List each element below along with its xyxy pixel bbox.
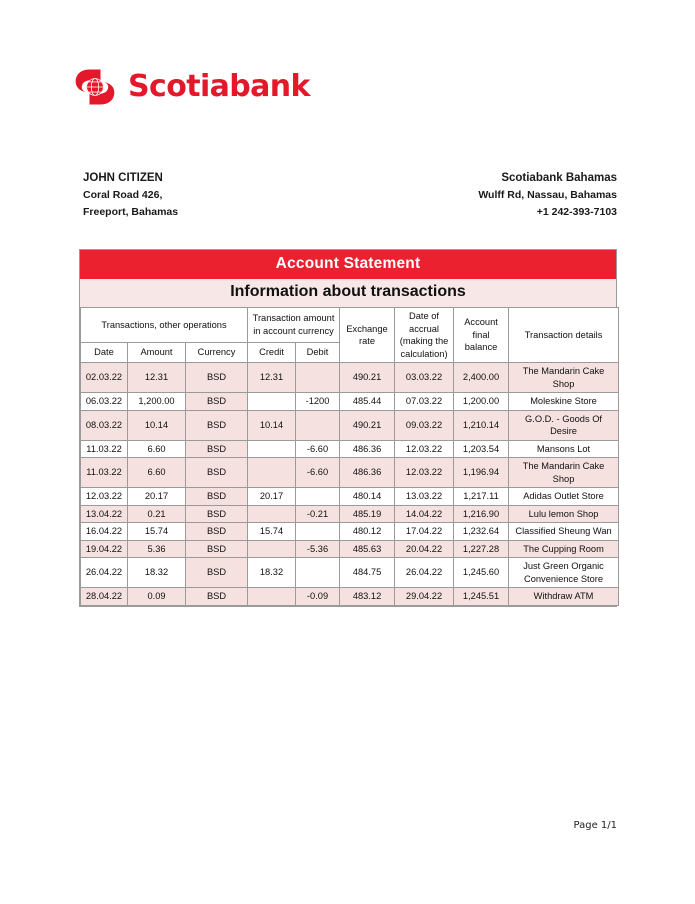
- cell-credit: 12.31: [248, 363, 296, 393]
- cell-amount: 6.60: [128, 440, 186, 458]
- cell-credit: [248, 588, 296, 606]
- table-row: [81, 523, 619, 541]
- cell-currency: BSD: [186, 540, 248, 558]
- table-row: [81, 410, 619, 440]
- table-header-group-row: [81, 308, 619, 343]
- cell-amount: 0.09: [128, 588, 186, 606]
- cell-final-balance: 1,232.64: [454, 523, 509, 541]
- cell-currency: BSD: [186, 488, 248, 506]
- cell-date-of-accrual: 17.04.22: [395, 523, 454, 541]
- cell-transaction-details: G.O.D. - Goods Of Desire: [509, 410, 619, 440]
- cell-date: 26.04.22: [81, 558, 128, 588]
- header-date: Date: [81, 342, 128, 362]
- cell-date: 08.03.22: [81, 410, 128, 440]
- cell-amount: 0.21: [128, 505, 186, 523]
- header-credit: Credit: [248, 342, 296, 362]
- cell-currency: BSD: [186, 410, 248, 440]
- scotiabank-s-globe-icon: [72, 64, 118, 110]
- cell-date-of-accrual: 20.04.22: [395, 540, 454, 558]
- cell-debit: [296, 363, 340, 393]
- cell-debit: -0.21: [296, 505, 340, 523]
- cell-date: 06.03.22: [81, 393, 128, 411]
- cell-credit: [248, 458, 296, 488]
- cell-credit: 10.14: [248, 410, 296, 440]
- cell-amount: 10.14: [128, 410, 186, 440]
- brand-logo: [72, 64, 310, 110]
- cell-date: 28.04.22: [81, 588, 128, 606]
- cell-credit: 20.17: [248, 488, 296, 506]
- cell-transaction-details: Withdraw ATM: [509, 588, 619, 606]
- cell-date: 11.03.22: [81, 458, 128, 488]
- cell-date: 11.03.22: [81, 440, 128, 458]
- cell-currency: BSD: [186, 363, 248, 393]
- cell-final-balance: 1,245.51: [454, 588, 509, 606]
- header-transaction-amount: Transaction amount in account currency: [248, 308, 340, 343]
- cell-final-balance: 2,400.00: [454, 363, 509, 393]
- cell-transaction-details: Just Green Organic Convenience Store: [509, 558, 619, 588]
- cell-transaction-details: Mansons Lot: [509, 440, 619, 458]
- cell-exchange-rate: 486.36: [340, 440, 395, 458]
- cell-final-balance: 1,217.11: [454, 488, 509, 506]
- cell-date-of-accrual: 12.03.22: [395, 458, 454, 488]
- cell-debit: [296, 523, 340, 541]
- cell-date: 02.03.22: [81, 363, 128, 393]
- table-row: [81, 588, 619, 606]
- cell-date: 13.04.22: [81, 505, 128, 523]
- cell-transaction-details: Lulu lemon Shop: [509, 505, 619, 523]
- header-account-final-balance: Account final balance: [454, 308, 509, 363]
- cell-date-of-accrual: 14.04.22: [395, 505, 454, 523]
- header-amount: Amount: [128, 342, 186, 362]
- cell-exchange-rate: 480.12: [340, 523, 395, 541]
- cell-amount: 12.31: [128, 363, 186, 393]
- cell-currency: BSD: [186, 505, 248, 523]
- cell-debit: [296, 410, 340, 440]
- cell-currency: BSD: [186, 588, 248, 606]
- statement-panel: [79, 249, 617, 607]
- cell-exchange-rate: 485.44: [340, 393, 395, 411]
- cell-debit: [296, 488, 340, 506]
- table-row: [81, 393, 619, 411]
- transactions-table: [80, 307, 619, 606]
- table-row: [81, 505, 619, 523]
- header-transaction-details: Transaction details: [509, 308, 619, 363]
- bank-address: Wulff Rd, Nassau, Bahamas: [478, 189, 617, 201]
- cell-transaction-details: The Mandarin Cake Shop: [509, 363, 619, 393]
- cell-debit: -1200: [296, 393, 340, 411]
- cell-debit: -6.60: [296, 440, 340, 458]
- cell-exchange-rate: 483.12: [340, 588, 395, 606]
- cell-final-balance: 1,227.28: [454, 540, 509, 558]
- cell-debit: -6.60: [296, 458, 340, 488]
- cell-final-balance: 1,245.60: [454, 558, 509, 588]
- cell-transaction-details: Moleskine Store: [509, 393, 619, 411]
- cell-date: 19.04.22: [81, 540, 128, 558]
- table-body: [81, 363, 619, 606]
- cell-amount: 15.74: [128, 523, 186, 541]
- customer-name: JOHN CITIZEN: [83, 172, 163, 184]
- table-row: [81, 440, 619, 458]
- cell-final-balance: 1,210.14: [454, 410, 509, 440]
- cell-currency: BSD: [186, 393, 248, 411]
- cell-transaction-details: Classified Sheung Wan: [509, 523, 619, 541]
- background-watermark: [290, 850, 650, 898]
- cell-credit: 15.74: [248, 523, 296, 541]
- statement-subtitle: Information about transactions: [80, 279, 616, 307]
- table-row: [81, 540, 619, 558]
- cell-debit: -5.36: [296, 540, 340, 558]
- cell-credit: [248, 505, 296, 523]
- cell-date-of-accrual: 26.04.22: [395, 558, 454, 588]
- cell-exchange-rate: 480.14: [340, 488, 395, 506]
- header-debit: Debit: [296, 342, 340, 362]
- cell-final-balance: 1,196.94: [454, 458, 509, 488]
- cell-exchange-rate: 486.36: [340, 458, 395, 488]
- cell-exchange-rate: 490.21: [340, 410, 395, 440]
- header-date-of-accrual: Date of accrual (making the calculation): [395, 308, 454, 363]
- customer-address-block: [83, 170, 178, 221]
- cell-transaction-details: Adidas Outlet Store: [509, 488, 619, 506]
- cell-currency: BSD: [186, 458, 248, 488]
- cell-exchange-rate: 485.63: [340, 540, 395, 558]
- cell-date: 16.04.22: [81, 523, 128, 541]
- customer-address-line-1: Coral Road 426,: [83, 189, 163, 201]
- cell-exchange-rate: 484.75: [340, 558, 395, 588]
- cell-amount: 20.17: [128, 488, 186, 506]
- cell-credit: [248, 540, 296, 558]
- cell-amount: 18.32: [128, 558, 186, 588]
- table-row: [81, 363, 619, 393]
- cell-final-balance: 1,200.00: [454, 393, 509, 411]
- cell-date: 12.03.22: [81, 488, 128, 506]
- cell-final-balance: 1,203.54: [454, 440, 509, 458]
- table-row: [81, 558, 619, 588]
- brand-wordmark: Scotiabank: [128, 69, 310, 104]
- cell-date-of-accrual: 12.03.22: [395, 440, 454, 458]
- cell-amount: 5.36: [128, 540, 186, 558]
- table-row: [81, 488, 619, 506]
- statement-title: Account Statement: [80, 250, 616, 279]
- table-header: [81, 308, 619, 363]
- cell-date-of-accrual: 03.03.22: [395, 363, 454, 393]
- cell-date-of-accrual: 07.03.22: [395, 393, 454, 411]
- cell-transaction-details: The Cupping Room: [509, 540, 619, 558]
- header-currency: Currency: [186, 342, 248, 362]
- cell-date-of-accrual: 09.03.22: [395, 410, 454, 440]
- cell-exchange-rate: 485.19: [340, 505, 395, 523]
- header-transactions-group: Transactions, other operations: [81, 308, 248, 343]
- cell-credit: 18.32: [248, 558, 296, 588]
- page-number: Page 1/1: [573, 820, 617, 831]
- bank-name: Scotiabank Bahamas: [501, 172, 617, 184]
- customer-address-line-2: Freeport, Bahamas: [83, 206, 179, 218]
- bank-address-block: [478, 170, 617, 221]
- cell-date-of-accrual: 13.03.22: [395, 488, 454, 506]
- cell-final-balance: 1,216.90: [454, 505, 509, 523]
- cell-transaction-details: The Mandarin Cake Shop: [509, 458, 619, 488]
- cell-credit: [248, 440, 296, 458]
- table-row: [81, 458, 619, 488]
- cell-credit: [248, 393, 296, 411]
- cell-debit: [296, 558, 340, 588]
- cell-date-of-accrual: 29.04.22: [395, 588, 454, 606]
- cell-currency: BSD: [186, 440, 248, 458]
- cell-exchange-rate: 490.21: [340, 363, 395, 393]
- cell-amount: 6.60: [128, 458, 186, 488]
- cell-amount: 1,200.00: [128, 393, 186, 411]
- cell-currency: BSD: [186, 558, 248, 588]
- cell-currency: BSD: [186, 523, 248, 541]
- cell-debit: -0.09: [296, 588, 340, 606]
- header-exchange-rate: Exchange rate: [340, 308, 395, 363]
- bank-phone: +1 242-393-7103: [536, 206, 617, 218]
